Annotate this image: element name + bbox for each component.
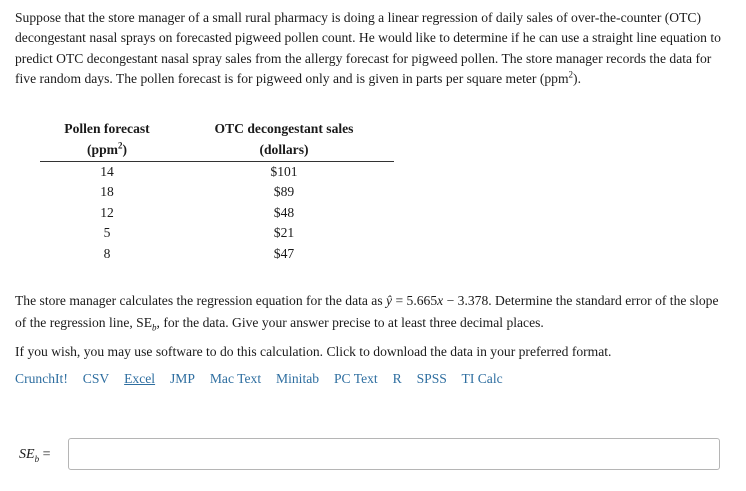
answer-input[interactable] (68, 438, 720, 470)
problem-intro (15, 8, 733, 90)
calc-paragraph: The store manager calculates the regression equation for the data as ŷ = 5.665x − 3.378. Determine the standard error of the slope of the regression line, $SE_b$, for the data. Give your answer precise to at least three decimal places. (15, 293, 719, 333)
download-excel-link[interactable]: Excel (124, 371, 156, 386)
intro-text: Suppose that the store manager of a small rural pharmacy is doing a linear regression of daily sales of over-the-counter (OTC) decongestant nasal sprays on forecasted pigweed pollen count. He would like to determine if he can use a straight line equation to predict OTC decongestant nasal spray sales from the allergy forecast for pigweed pollen. The store manager records the data for five random days. The pollen forecast is for pigweed only and is given in parts per square meter (ppm (15, 10, 721, 87)
table-row (40, 203, 394, 223)
sales-cell: $21 (273, 225, 295, 241)
intro-text-end: ). (573, 71, 581, 87)
table-row (40, 162, 394, 182)
download-pc-text-link[interactable]: PC Text (333, 371, 378, 386)
sales-cell: $89 (273, 184, 295, 200)
pollen-cell: 12 (100, 204, 114, 220)
pollen-cell: 14 (100, 164, 114, 179)
table-row (40, 223, 394, 243)
sales-cell: $47 (273, 245, 295, 261)
header-sales: OTC decongestant sales (dollars) (214, 121, 354, 157)
download-spss-link[interactable]: SPSS (416, 371, 447, 386)
data-table (40, 118, 394, 264)
header-pollen: Pollen forecast (ppm$^2$) (64, 121, 150, 157)
x-variable: x (437, 293, 444, 308)
download-ti-calc-link[interactable]: TI Calc (461, 371, 503, 386)
intro-superscript: 2 (568, 69, 574, 80)
sales-cell: $48 (273, 204, 295, 220)
download-minitab-link[interactable]: Minitab (276, 371, 320, 386)
y-hat: ŷ (386, 293, 393, 308)
download-crunchit-link[interactable]: CrunchIt! (15, 371, 68, 386)
download-jmp-link[interactable]: JMP (169, 371, 195, 386)
sales-cell: $101 (270, 164, 298, 179)
download-r-link[interactable]: R (392, 371, 402, 386)
pollen-cell: 18 (100, 184, 114, 200)
download-mac-text-link[interactable]: Mac Text (209, 371, 262, 386)
pollen-cell: 8 (103, 245, 111, 261)
answer-label: $SE_b$ = (19, 447, 51, 464)
table-row (40, 244, 394, 264)
table-row (40, 182, 394, 202)
download-csv-link[interactable]: CSV (82, 371, 110, 386)
software-note: If you wish, you may use software to do this calculation. Click to download the data in your preferred format. (15, 344, 612, 359)
table-header (40, 118, 394, 160)
pollen-cell: 5 (103, 225, 111, 241)
download-links (15, 369, 514, 389)
